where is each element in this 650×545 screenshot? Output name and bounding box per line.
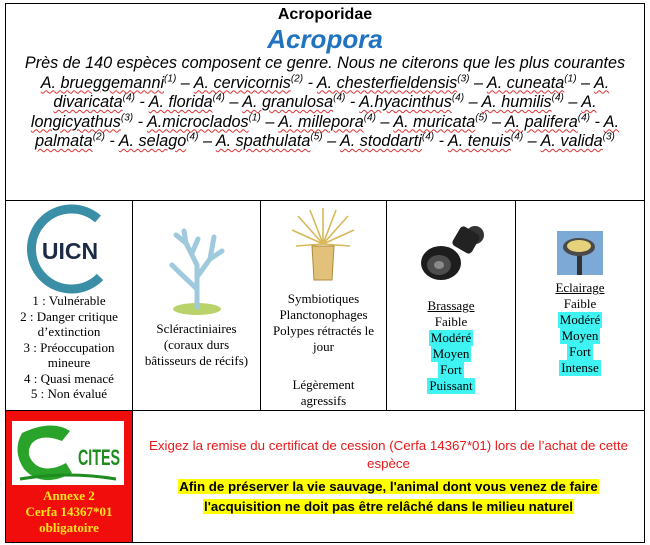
species-name: A. valida [540, 132, 603, 150]
regulation-row [6, 411, 644, 542]
uicn-item: 2 : Danger critique d’extinction [20, 308, 118, 339]
family-name: Acroporidae [277, 6, 373, 23]
light-title: Eclairage [555, 280, 605, 295]
species-footnote: (5) [310, 131, 323, 143]
species-footnote: (4) [551, 92, 564, 104]
uicn-logo-text: UICN [41, 238, 99, 264]
warning-line-1: Afin de préserver la vie sauvage, l'animal dont vous venez de faire [179, 479, 598, 494]
notice-cell [133, 411, 644, 542]
species-list: A. brueggemanni$^{(1)}$ – A. cervicornis$^{(2)}$ - A. chesterfieldensis$^{(3)}$ – A. cuneata$^{(1)}$ – A. divaricata$^{(4)}$ - A. florida$^{(4)}$ – A. granulosa$^{(4)}$ - A.hyacinthus$^{(4)}$ – A. humilis$^{(4)}$ – A. longicyathus$^{(3)}$ - A.microclados$^{(1)}$ – A. millepora$^{(4)}$ – A. muricata$^{(5)}$ – A. palifera$^{(4)}$ - A. palmata$^{(2)}$ - A. selago$^{(4)}$ – A. spathulata$^{(5)}$ – A. stoddarti$^{(4)}$ - A. tenuis$^{(4)}$ – A. valida$^{(3)}$ [30, 73, 620, 150]
current-levels [387, 298, 515, 394]
cites-logo [12, 421, 124, 485]
uicn-logo [20, 205, 120, 291]
light-level: Modéré [559, 312, 601, 327]
species-footnote: (4) [363, 112, 376, 124]
polyp-icon [288, 206, 358, 286]
species-name: A. palmata [35, 112, 620, 150]
uicn-item: 3 : Préoccupation mineure [23, 339, 115, 370]
species-name: A. spathulata [215, 132, 311, 150]
species-footnote: (4) [333, 92, 346, 104]
species-footnote: (4) [421, 131, 435, 143]
uicn-item: 4 : Quasi menacé [24, 370, 114, 386]
current-level: Modéré [430, 330, 472, 345]
current-title: Brassage [427, 298, 475, 313]
intro-text: Près de 140 espèces composent ce genre. Nous ne citerons que les plus courantes [24, 54, 626, 72]
species-footnote: (3) [457, 73, 470, 85]
cites-cerfa: Cerfa 14367*01 [25, 504, 113, 519]
genus-name: Acropora [267, 24, 383, 54]
cites-logo-text: CITES [78, 445, 120, 470]
uicn-list [6, 293, 132, 402]
light-cell [516, 201, 644, 410]
species-name: A. longicyathus [30, 93, 597, 131]
cites-info [6, 488, 132, 536]
species-footnote: (2) [92, 131, 105, 143]
characteristics-row [6, 201, 644, 411]
current-level: Moyen [432, 346, 470, 361]
species-name: A. stoddarti [340, 132, 422, 150]
cites-status: obligatoire [39, 520, 99, 535]
species-name: A. selago [118, 132, 187, 150]
species-paragraph [6, 54, 644, 152]
current-level: Fort [440, 362, 462, 377]
species-name: A. granulosa [242, 93, 334, 111]
cites-annex: Annexe 2 [43, 488, 95, 503]
species-sheet [5, 3, 645, 543]
light-level: Moyen [561, 328, 599, 343]
species-footnote: (4) [212, 92, 225, 104]
species-name: A. florida [148, 93, 213, 111]
feeding-symbiotic: Symbiotiques [287, 291, 360, 306]
species-footnote: (4) [122, 92, 135, 104]
species-footnote: (1) [248, 112, 261, 124]
species-name: A. chesterfieldensis [316, 73, 458, 92]
certificate-notice: Exigez la remise du certificat de cession (Cerfa 14367*01) lors de l’achat de cette espèce [149, 438, 628, 471]
species-footnote: (3) [120, 112, 134, 124]
species-name: A. palifera [504, 112, 578, 131]
uicn-item: 5 : Non évalué [30, 386, 108, 401]
coral-type-text: Scléractiniaires (coraux durs bâtisseurs de récifs) [144, 321, 249, 368]
current-level: Faible [434, 314, 468, 329]
feeding-polyps: Polypes rétractés le jour [272, 323, 375, 354]
species-footnote: (2) [290, 73, 304, 85]
species-name: A. cervicornis [193, 73, 291, 92]
uicn-item: 1 : Vulnérable [32, 293, 106, 308]
feeding-plankton: Planctonophages [279, 307, 368, 322]
species-name: A. muricata [393, 112, 476, 131]
lamp-icon [557, 231, 603, 275]
coral-type-cell [133, 201, 261, 410]
species-footnote: (4) [577, 112, 590, 124]
cites-cell [6, 411, 133, 542]
light-level: Faible [563, 296, 597, 311]
header-section [6, 4, 644, 201]
species-name: A. brueggemanni [40, 73, 165, 92]
behavior-text: Légèrement agressifs [292, 377, 355, 408]
species-name: A. cuneata [486, 73, 565, 92]
branching-coral-icon [164, 225, 230, 317]
light-levels [516, 280, 644, 376]
warning-line-2: l'acquisition ne doit pas être relâché dans le milieu naturel [204, 499, 573, 514]
current-cell [387, 201, 516, 410]
pump-icon [415, 219, 489, 289]
species-name: A. divaricata [53, 73, 610, 111]
species-footnote: (1) [164, 73, 177, 85]
species-name: A. tenuis [447, 132, 511, 150]
species-footnote: (5) [475, 112, 488, 124]
species-footnote: (4) [451, 92, 465, 104]
feeding-cell [261, 201, 387, 410]
wildlife-warning [143, 477, 634, 517]
species-name: A. humilis [481, 93, 552, 111]
species-name: A.microclados [146, 112, 249, 131]
current-level: Puissant [429, 378, 473, 393]
species-name: A. millepora [278, 112, 364, 131]
species-footnote: (4) [510, 131, 524, 143]
species-name: A.hyacinthus [359, 93, 452, 111]
species-footnote: (3) [602, 131, 615, 143]
cites-logo-icon [12, 421, 124, 485]
light-level: Fort [569, 344, 591, 359]
light-level: Intense [561, 360, 599, 375]
species-footnote: (4) [186, 131, 199, 143]
species-footnote: (1) [564, 73, 577, 85]
uicn-cell [6, 201, 133, 410]
